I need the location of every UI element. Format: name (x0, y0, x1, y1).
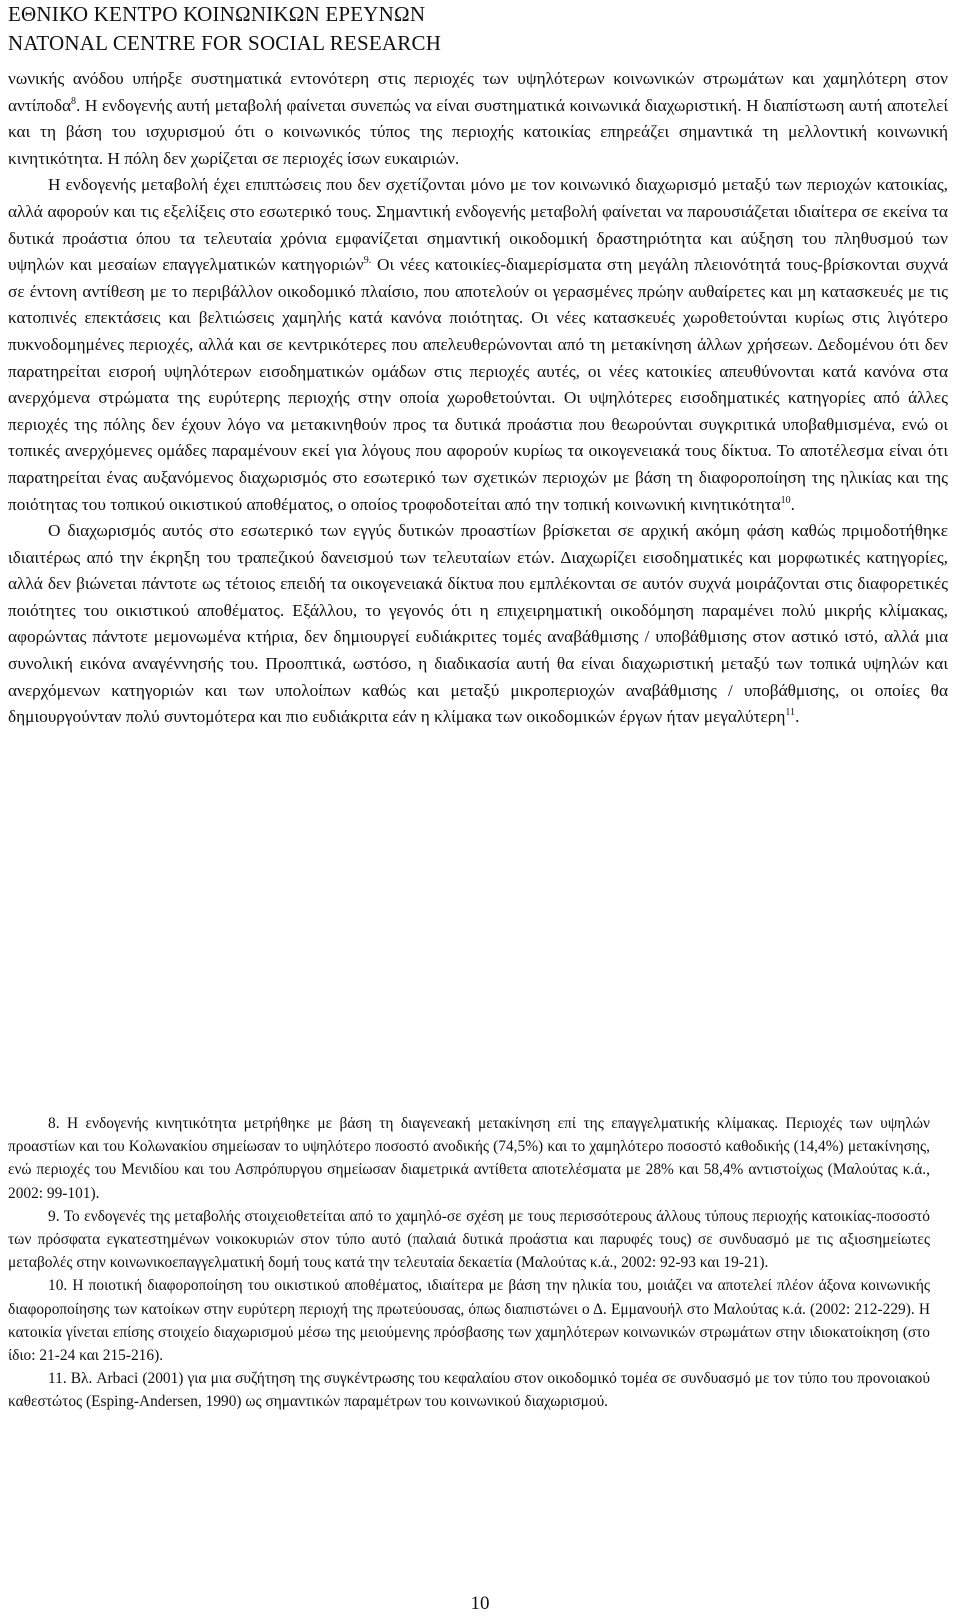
footnote-ref-10[interactable]: 10 (780, 494, 791, 506)
footnote-ref-11[interactable]: 11 (785, 707, 796, 719)
footnote-11: 11. Βλ. Arbaci (2001) για μια συζήτηση της συγκέντρωσης του κεφαλαίου στον οικοδομικό τομέα σε συνδυασμό με τον τύπο του προνοιακού καθεστώτος (Esping-Andersen, 1990) ως σημαντικών παραμέτρων του κοινωνικού διαχωρισμού. (8, 1370, 930, 1411)
footnote-10: 10. Η ποιοτική διαφοροποίηση του οικιστικού αποθέματος, ιδιαίτερα με βάση την ηλικία του, μοιάζει να αποτελεί πλέον άξονα κοινωνικής διαφοροποίησης των κατοίκων στην ευρύτερη περιοχή της πρωτεύουσας, όπως διαπιστώνει ο Δ. Εμμανουήλ στο Μαλούτας κ.ά. (2002: 212-229). Η κατοικία γίνεται επίσης στοιχείο διαχωρισμού μέσω της μειούμενης πρόσβασης των χαμηλότερων κοινωνικών στρωμάτων στην ιδιοκατοίκηση (στο ίδιο: 21-24 και 215-216). (8, 1277, 930, 1365)
footnote-9: 9. Το ενδογενές της μεταβολής στοιχειοθετείται από το χαμηλό-σε σχέση με τους περισσότερους άλλους τύπους περιοχής κατοικίας-ποσοστό των πρόσφατα εγκατεστημένων νοικοκυριών στον τύπο αυτό (παλαιά δυτικά προάστια και παρυφές τους) σε συνδυασμό με τις αξιοσημείωτες μεταβολές στην κοινωνικοεπαγγελματική δομή τους κατά την τελευταία δεκαετία (Μαλούτας κ.ά., 2002: 92-93 και 19-21). (8, 1207, 930, 1272)
paragraph-1: νωνικής ανόδου υπήρξε συστηματικά εντονότερη στις περιοχές των υψηλότερων κοινωνικών στρωμάτων και χαμηλότερη στον αντίποδα$^8$. Η ενδογενής αυτή μεταβολή φαίνεται συνεπώς να είναι συστηματικά κοινωνικά διαχωριστική. Η διαπίστωση αυτή αποτελεί και τη βάση του ισχυρισμού ότι ο κοινωνικός τύπος της περιοχής κατοικίας επηρεάζει σημαντικά τη μελλοντική κοινωνική κινητικότητα. Η πόλη δεν χωρίζεται σε περιοχές ίσων ευκαιριών. (8, 69, 948, 168)
header-english: NATONAL CENTRE FOR SOCIAL RESEARCH (8, 31, 442, 55)
main-text (8, 66, 948, 731)
footnotes (8, 1112, 930, 1414)
footnote-ref-9[interactable]: 9. (363, 255, 372, 267)
page-number: 10 (470, 1593, 490, 1614)
paragraph-2: Η ενδογενής μεταβολή έχει επιπτώσεις που δεν σχετίζονται μόνο με τον κοινωνικό διαχωρισμό μεταξύ των περιοχών κατοικίας, αλλά αφορούν και τις εξελίξεις στο εσωτερικό τους. Σημαντική ενδογενής μεταβολή φαίνεται να παρουσιάζεται ιδιαίτερα σε εκείνα τα δυτικά προάστια όπου τα τελευταία χρόνια εμφανίζεται σημαντική οικοδομική δραστηριότητα και αύξηση του πληθυσμού των υψηλών και μεσαίων επαγγελματικών κατηγοριών$^{9.}$ Οι νέες κατοικίες-διαμερίσματα στη μεγάλη πλειονότητά τους-βρίσκονται συχνά σε έντονη αντίθεση με το περιβάλλον οικοδομικό πλαίσιο, που αποτελούν οι γερασμένες πρώην αυθαίρετες και μη κατασκευές με τις κατοπινές επεκτάσεις και βελτιώσεις χαμηλής κατά κανόνα ποιότητας. Οι νέες κατασκευές χωροθετούνται κυρίως στις λιγότερο πυκνοδομημένες περιοχές, αλλά και σε κεντρικότερες που απελευθερώνονται από τη μετακίνηση άλλων χρήσεων. Δεδομένου ότι δεν παρατηρείται εισροή υψηλότερων εισοδηματικών ομάδων στις περιοχές αυτές, οι νέες κατοικίες απευθύνονται κατά κανόνα στα ανερχόμενα στρώματα της ευρύτερης περιοχής στην οποία χωροθετούνται. Οι υψηλότερες εισοδηματικές κατηγορίες από άλλες περιοχές της πόλης δεν έχουν λόγο να μετακινηθούν προς τα δυτικά προάστια που θεωρούνται συγκριτικά υποβαθμισμένα, ενώ οι τοπικές ανερχόμενες ομάδες παραμένουν εκεί για λόγους που αφορούν κυρίως τα οικογενειακά τους δίκτυα. Το αποτέλεσμα είναι ότι παρατηρείται ένας αυξανόμενος διαχωρισμός στο εσωτερικό των σχετικών περιοχών με βάση τη διαφοροποίηση της ηλικίας και της ποιότητας του τοπικού οικιστικού αποθέματος, ο οποίος τροφοδοτείται από την τοπική κοινωνική κινητικότητα$^{10}$. (8, 175, 949, 514)
footnote-ref-8[interactable]: 8 (71, 95, 77, 107)
footnote-8: 8. Η ενδογενής κινητικότητα μετρήθηκε με βάση τη διαγενεακή μετακίνηση επί της επαγγελματικής κλίμακας. Περιοχές των υψηλών προαστίων και του Κολωνακίου σημείωσαν το υψηλότερο ποσοστό ανοδικής (74,5%) και το χαμηλότερο ποσοστό καθοδικής (14,4%) μετακίνησης, ενώ περιοχές του Μενιδίου και του Ασπρόπυργου σημείωσαν διαμετρικά αντίθετα αποτελέσματα με 28% και 58,4% αντιστοίχως (Μαλούτας κ.ά., 2002: 99-101). (8, 1115, 930, 1202)
running-header (8, 0, 441, 58)
paragraph-3: Ο διαχωρισμός αυτός στο εσωτερικό των εγγύς δυτικών προαστίων βρίσκεται σε αρχική ακόμη φάση καθώς πριμοδοτήθηκε ιδιαιτέρως από την έκρηξη του τραπεζικού δανεισμού των τελευταίων ετών. Διαχωρίζει εισοδηματικές και μορφωτικές κατηγορίες, αλλά δεν βιώνεται πάντοτε ως τέτοιος επειδή τα οικογενειακά δίκτυα που εμπλέκονται σε αυτόν συχνά μοιράζονται στις διαφορετικές ποιότητες του οικιστικού αποθέματος. Εξάλλου, το γεγονός ότι η επιχειρηματική οικοδόμηση παραμένει πολύ μικρής κλίμακας, αφορώντας πάντοτε μεμονωμένα κτήρια, δεν δημιουργεί ευδιάκριτες τομές αναβάθμισης / υποβάθμισης στον αστικό ιστό, αλλά μια συνολική εικόνα αναγέννησής του. Προοπτικά, ωστόσο, η διαδικασία αυτή θα είναι διαχωριστική μεταξύ των τοπικά υψηλών και ανερχόμενων κατηγοριών και των υπολοίπων καθώς και μεταξύ μικροπεριοχών αναβάθμισης / υποβάθμισης, οι οποίες θα δημιουργούνταν πολύ συντομότερα και πιο ευδιάκριτα εάν η κλίμακα των οικοδομικών έργων ήταν μεγαλύτερη$^{11}$. (8, 521, 948, 727)
header-greek: ΕΘΝΙΚΟ ΚΕΝΤΡΟ ΚΟΙΝΩΝΙΚΩΝ ΕΡΕΥΝΩΝ (8, 2, 426, 26)
